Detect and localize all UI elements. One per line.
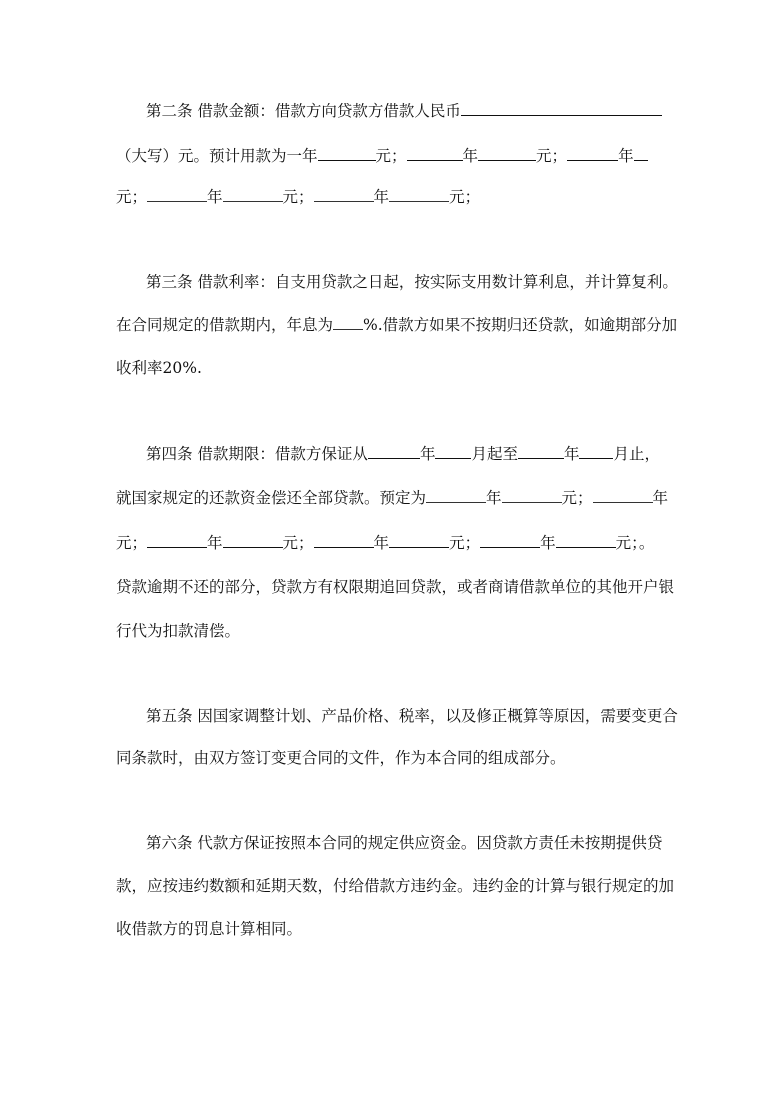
text-segment: （大写）元。预计用款为一年: [116, 147, 318, 165]
text-segment: 元；: [561, 489, 593, 507]
blank: [480, 532, 540, 548]
text-segment: 年: [618, 147, 634, 165]
article-2-line-1: [146, 100, 661, 122]
blank: [223, 186, 283, 202]
blank: [147, 532, 207, 548]
text-segment: 元；: [375, 147, 407, 165]
blank: [556, 532, 616, 548]
text-segment: 年: [373, 188, 390, 206]
text-segment: 元；。: [615, 534, 655, 552]
blank: [314, 532, 374, 548]
text-segment: 月止，: [613, 445, 660, 463]
text-segment: 年: [373, 534, 390, 552]
blank: [579, 443, 613, 459]
text-segment: 元；: [282, 188, 314, 206]
blank: [502, 487, 562, 503]
text-segment: 年: [207, 188, 223, 206]
blank: [318, 145, 376, 161]
blank: [478, 145, 536, 161]
article-5-line-1: 第五条 因国家调整计划、产品价格、税率，以及修正概算等原因，需要变更合: [146, 707, 678, 725]
text-segment: 元；: [449, 188, 481, 206]
text-segment: 年: [563, 445, 580, 463]
article-2-line-2: [116, 145, 661, 167]
blank: [147, 186, 207, 202]
text-segment: 第四条 借款期限：借款方保证从: [146, 445, 368, 463]
blank: [426, 487, 486, 503]
text-segment: 元；: [536, 147, 568, 165]
text-segment: 年: [462, 147, 479, 165]
text-segment: 年: [486, 489, 502, 507]
blank: [518, 443, 564, 459]
article-2-line-3: [116, 186, 661, 208]
blank: [634, 145, 648, 161]
blank: [314, 186, 374, 202]
article-4-line-5: 行代为扣款清偿。: [116, 622, 241, 640]
text-segment: 月起至: [471, 445, 518, 463]
text-segment: 元；: [282, 534, 314, 552]
article-6-line-3: 收借款方的罚息计算相同。: [116, 920, 303, 938]
text-segment: 年: [419, 445, 436, 463]
text-segment: 就国家规定的还款资金偿还全部贷款。预定为: [116, 489, 427, 507]
text-segment: 元；: [116, 534, 148, 552]
blank: [407, 145, 463, 161]
text-segment: 年: [540, 534, 556, 552]
blank: [389, 532, 449, 548]
article-4-line-1: [146, 443, 661, 465]
blank-amount: [461, 100, 662, 116]
article-6-line-2: 款，应按违约数额和延期天数，付给借款方违约金。违约金的计算与银行规定的加: [116, 877, 675, 895]
text-segment: 在合同规定的借款期内，年息为: [116, 316, 334, 334]
blank-rate: [333, 314, 363, 330]
text-segment: 元；: [116, 188, 148, 206]
blank: [368, 443, 420, 459]
text-segment: 元；: [449, 534, 481, 552]
article-6-line-1: 第六条 代款方保证按照本合同的规定供应资金。因贷款方责任未按期提供贷: [146, 834, 663, 852]
text-segment: 年: [652, 489, 669, 507]
text-segment: %.借款方如果不按期归还贷款，如逾期部分加: [363, 316, 678, 334]
article-3-line-3: 收利率20%.: [116, 359, 202, 377]
article-4-line-3: [116, 532, 661, 554]
blank: [593, 487, 653, 503]
text-segment: 年: [207, 534, 223, 552]
article-3-line-2: [116, 314, 678, 336]
article-4-line-2: [116, 487, 669, 509]
blank: [567, 145, 618, 161]
blank: [223, 532, 283, 548]
blank: [435, 443, 471, 459]
article-5-line-2: 同条款时，由双方签订变更合同的文件，作为本合同的组成部分。: [116, 749, 566, 767]
article-3-line-1: 第三条 借款利率：自支用贷款之日起，按实际支用数计算利息，并计算复利。: [146, 273, 678, 291]
blank: [389, 186, 449, 202]
article-2-text: 第二条 借款金额：借款方向贷款方借款人民币: [146, 102, 461, 120]
article-4-line-4: 贷款逾期不还的部分，贷款方有权限期追回贷款，或者商请借款单位的其他开户银: [116, 578, 675, 596]
